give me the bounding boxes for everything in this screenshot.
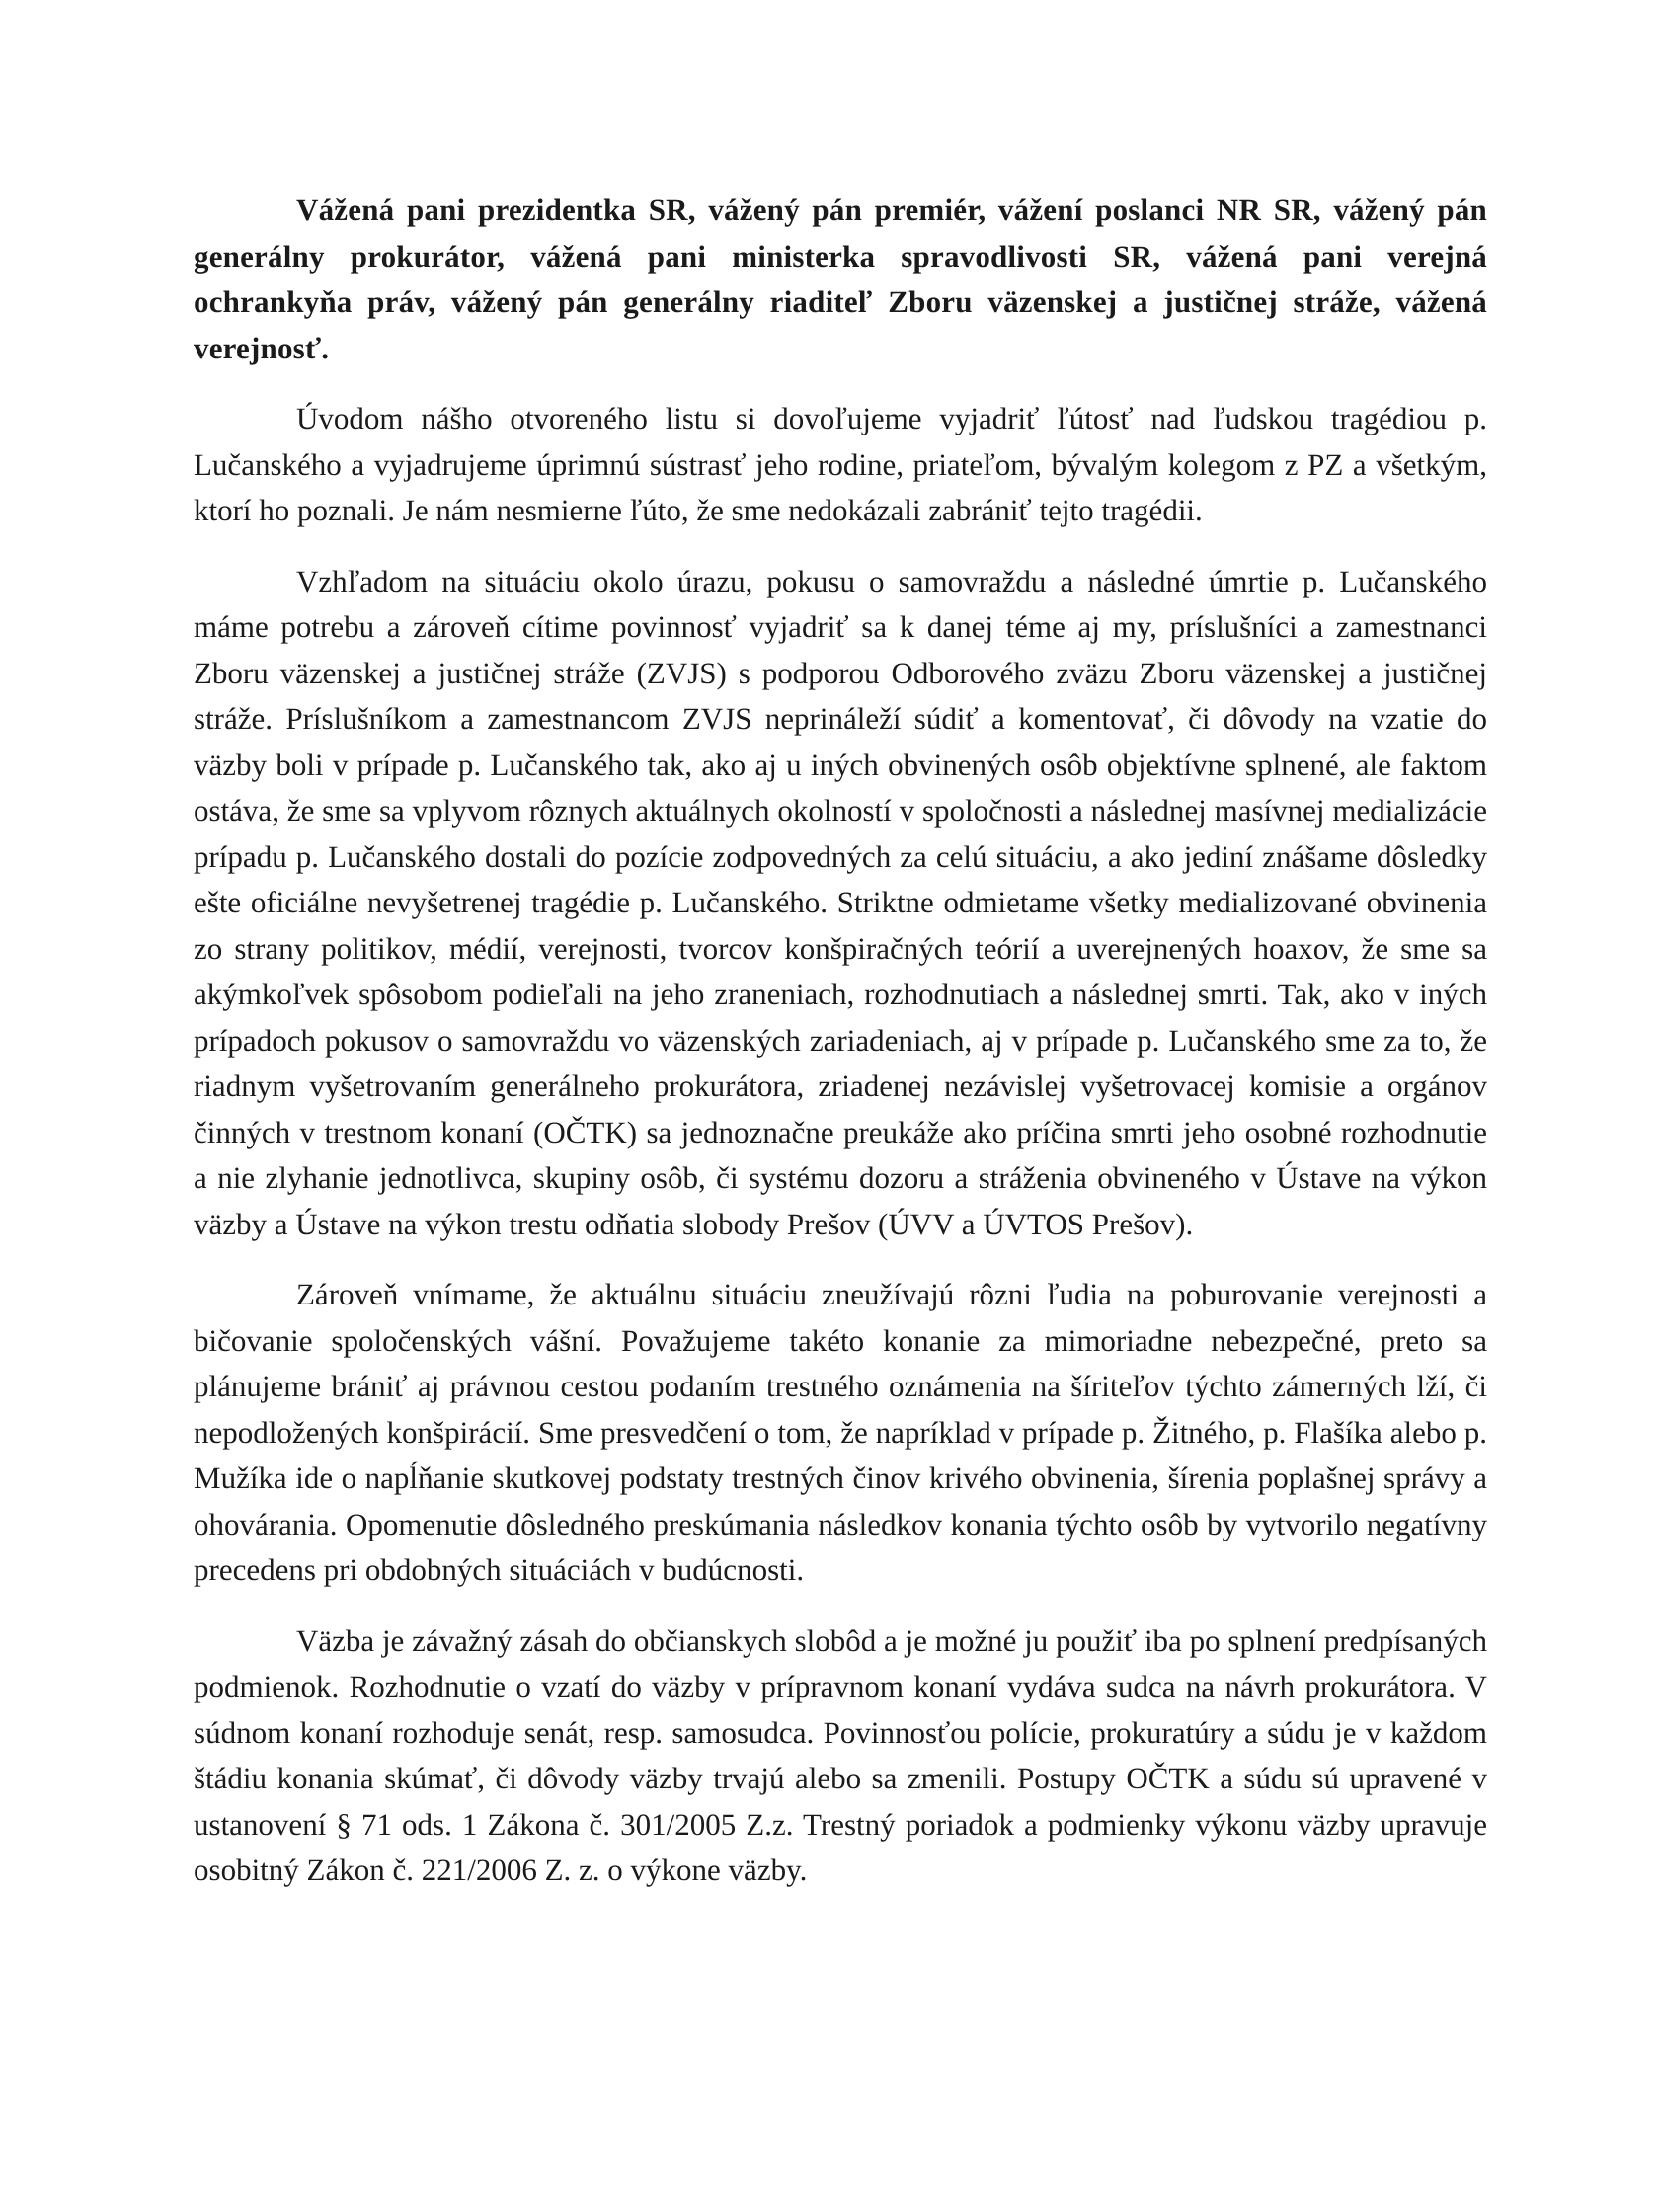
paragraph-custody-law: Väzba je závažný zásah do občianskych slobôd a je možné ju použiť iba po splnení predpísaných podmienok. Rozhodnutie o vzatí do väzby v prípravnom konaní vydáva sudca na návrh prokurátora. V súdnom konaní rozhoduje senát, resp. samosudca. Povinnosťou polície, prokuratúry a súdu je v každom štádiu konania skúmať, či dôvody väzby trvajú alebo sa zmenili. Postupy OČTK a súdu sú upravené v ustanovení § 71 ods. 1 Zákona č. 301/2005 Z.z. Trestný poriadok a podmienky výkonu väzby upravuje osobitný Zákon č. 221/2006 Z. z. o výkone väzby. [194,1622,1487,1887]
paragraph-misuse: Zároveň vnímame, že aktuálnu situáciu zneužívajú rôzni ľudia na poburovanie verejnosti a bičovanie spoločenských vášní. Považujeme takéto konanie za mimoriadne nebezpečné, preto sa plánujeme brániť aj právnou cestou podaním trestného oznámenia na šíriteľov týchto zámerných lží, či nepodložených konšpirácií. Sme presvedčení o tom, že napríklad v prípade p. Žitného, p. Flašíka alebo p. Mužíka ide o napĺňanie skutkovej podstaty trestných činov krivého obvinenia, šírenia poplašnej správy a ohovárania. Opomenutie dôsledného preskúmania následkov konania týchto osôb by vytvorilo negatívny precedens pri obdobných situáciách v budúcnosti. [194,1277,1487,1587]
salutation-paragraph: Vážená pani prezidentka SR, vážený pán premiér, vážení poslanci NR SR, vážený pán generálny prokurátor, vážená pani ministerka spravodlivosti SR, vážená pani verejná ochrankyňa práv, vážený pán generálny riaditeľ Zboru väzenskej a justičnej stráže, vážená verejnosť. [194,193,1487,365]
paragraph-situation: Vzhľadom na situáciu okolo úrazu, pokusu o samovraždu a následné úmrtie p. Lučanského máme potrebu a zároveň cítime povinnosť vyjadriť sa k danej téme aj my, príslušníci a zamestnanci Zboru väzenskej a justičnej stráže (ZVJS) s podporou Odborového zväzu Zboru väzenskej a justičnej stráže. Príslušníkom a zamestnancom ZVJS neprináleží súdiť a komentovať, či dôvody na vzatie do väzby boli v prípade p. Lučanského tak, ako aj u iných obvinených osôb objektívne splnené, ale faktom ostáva, že sme sa vplyvom rôznych aktuálnych okolností v spoločnosti a následnej masívnej medializácie prípadu p. Lučanského dostali do pozície zodpovedných za celú situáciu, a ako jediní znášame dôsledky ešte oficiálne nevyšetrenej tragédie p. Lučanského. Striktne odmietame všetky medializované obvinenia zo strany politikov, médií, verejnosti, tvorcov konšpiračných teórií a uverejnených hoaxov, že sme sa akýmkoľvek spôsobom podieľali na jeho zraneniach, rozhodnutiach a následnej smrti. Tak, ako v iných prípadoch pokusov o samovraždu vo väzenských zariadeniach, aj v prípade p. Lučanského sme za to, že riadnym vyšetrovaním generálneho prokurátora, zriadenej nezávislej vyšetrovacej komisie a orgánov činných v trestnom konaní (OČTK) sa jednoznačne preukáže ako príčina smrti jeho osobné rozhodnutie a nie zlyhanie jednotlivca, skupiny osôb, či systému dozoru a stráženia obvineného v Ústave na výkon väzby a Ústave na výkon trestu odňatia slobody Prešov (ÚVV a ÚVTOS Prešov). [194,563,1487,1241]
letter-body [194,188,1487,1919]
paragraph-condolences: Úvodom nášho otvoreného listu si dovoľujeme vyjadriť ľútosť nad ľudskou tragédiou p. Lučanského a vyjadrujeme úprimnú sústrasť jeho rodine, priateľom, bývalým kolegom z PZ a všetkým, ktorí ho poznali. Je nám nesmierne ľúto, že sme nedokázali zabrániť tejto tragédii. [194,401,1487,527]
